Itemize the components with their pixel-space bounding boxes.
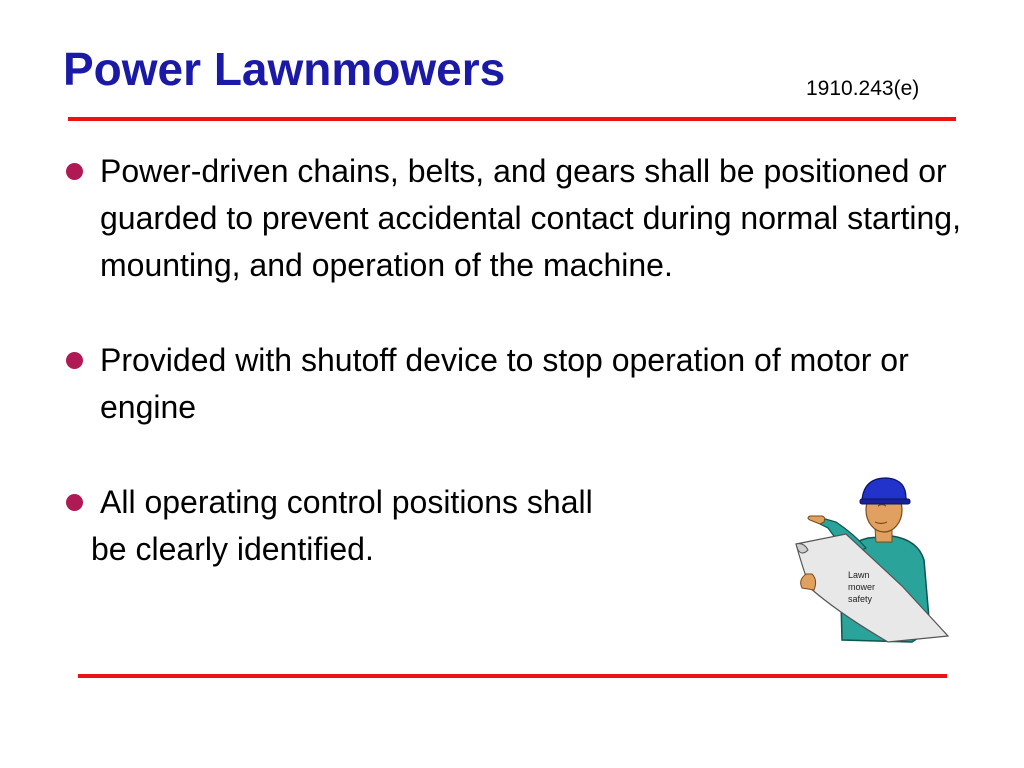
bullet-dot-icon — [66, 352, 83, 369]
bullet-item — [62, 337, 962, 431]
bullet-text-line: All operating control positions shall — [100, 484, 593, 520]
document-text: mower — [848, 582, 876, 592]
regulation-reference: 1910.243(e) — [806, 77, 920, 100]
worker-holding-document-icon — [780, 470, 960, 650]
bullet-text-line: be clearly identified. — [91, 531, 374, 567]
document-text: Lawn — [848, 570, 870, 580]
bullet-text: Power-driven chains, belts, and gears shall be positioned or guarded to prevent accidental contact during normal starting, mounting, and operation of the machine. — [100, 153, 961, 283]
slide-title: Power Lawnmowers — [63, 43, 506, 95]
document-text: safety — [848, 594, 873, 604]
bullet-item — [62, 148, 962, 289]
bullet-text: Provided with shutoff device to stop operation of motor or engine — [100, 342, 909, 425]
bullet-dot-icon — [66, 163, 83, 180]
top-divider — [68, 117, 956, 121]
bullet-dot-icon — [66, 494, 83, 511]
bottom-divider — [78, 674, 947, 678]
